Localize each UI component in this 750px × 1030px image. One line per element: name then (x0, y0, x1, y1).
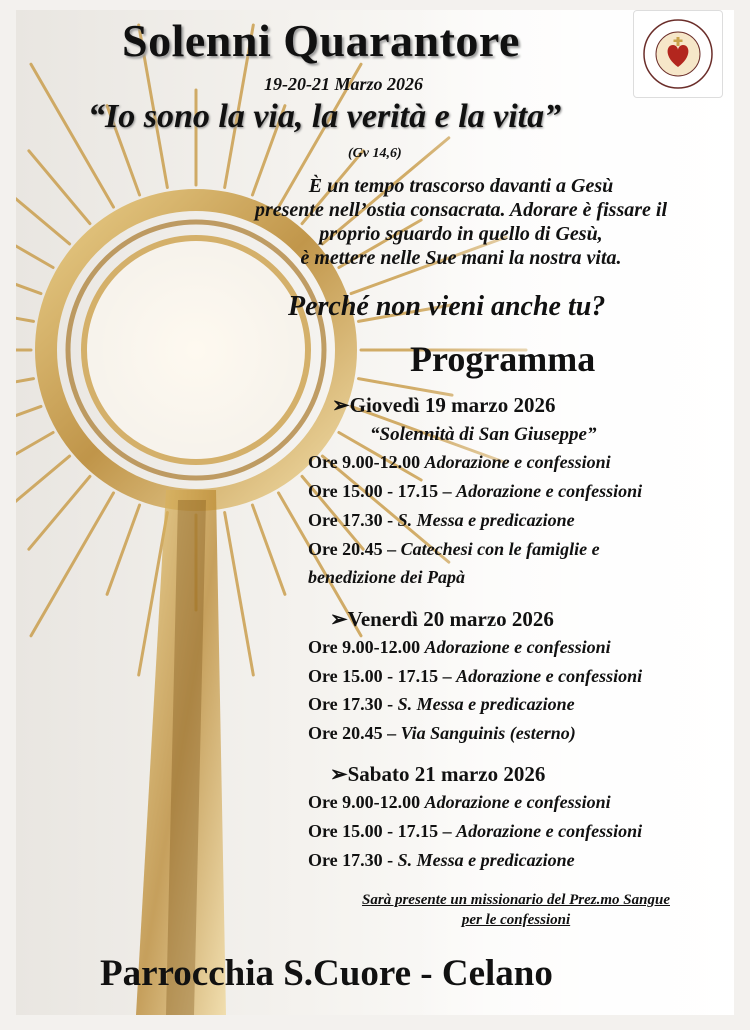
scripture-quote: “Io sono la via, la verità e la vita” (88, 98, 562, 135)
schedule-item: Ore 17.30 - S. Messa e predicazione (308, 850, 575, 870)
schedule-item: Ore 17.30 - S. Messa e predicazione (308, 694, 575, 714)
day-heading: ➢Sabato 21 marzo 2026 (330, 762, 546, 786)
day-heading: ➢Giovedì 19 marzo 2026 (332, 393, 556, 417)
event-title: Solenni Quarantore (122, 15, 520, 66)
schedule-item: Ore 15.00 - 17.15 – Adorazione e confessioni (308, 666, 643, 686)
day-heading: ➢Venerdì 20 marzo 2026 (330, 607, 554, 631)
notice-line: per le confessioni (461, 912, 571, 928)
schedule-item: benedizione dei Papà (308, 567, 465, 587)
parish-name: Parrocchia S.Cuore - Celano (100, 953, 553, 994)
intro-line: presente nell’ostia consacrata. Adorare è fissare il (254, 199, 668, 221)
schedule-item: Ore 20.45 – Catechesi con le famiglie e (308, 539, 600, 559)
missionary-notice (306, 890, 726, 930)
program-heading: Programma (410, 339, 596, 379)
invitation-question: Perché non vieni anche tu? (288, 291, 606, 322)
intro-line: proprio sguardo in quello di Gesù, (319, 223, 603, 245)
arrow-bullet-icon: ➢ (330, 762, 348, 786)
notice-line: Sarà presente un missionario del Prez.mo Sangue (362, 892, 670, 908)
schedule-item: Ore 17.30 - S. Messa e predicazione (308, 510, 575, 530)
event-dates: 19-20-21 Marzo 2026 (264, 74, 424, 94)
arrow-bullet-icon: ➢ (332, 393, 350, 417)
schedule-item: Ore 15.00 - 17.15 – Adorazione e confessioni (308, 821, 643, 841)
parish-seal (633, 10, 723, 98)
parish-seal-icon (634, 11, 722, 97)
scripture-reference: (Gv 14,6) (348, 146, 402, 161)
schedule-item: Ore 15.00 - 17.15 – Adorazione e confessioni (308, 481, 643, 501)
intro-text (206, 174, 716, 270)
intro-line: È un tempo trascorso davanti a Gesù (308, 175, 614, 197)
intro-line: è mettere nelle Sue mani la nostra vita. (300, 247, 622, 269)
schedule-item: Ore 20.45 – Via Sanguinis (esterno) (308, 723, 576, 743)
day-subtitle: “Solennità di San Giuseppe” (370, 424, 597, 445)
arrow-bullet-icon: ➢ (330, 607, 348, 631)
schedule-item: Ore 9.00-12.00 Adorazione e confessioni (308, 452, 611, 472)
schedule-item: Ore 9.00-12.00 Adorazione e confessioni (308, 637, 611, 657)
schedule-item: Ore 9.00-12.00 Adorazione e confessioni (308, 792, 611, 812)
flyer (16, 10, 734, 1015)
